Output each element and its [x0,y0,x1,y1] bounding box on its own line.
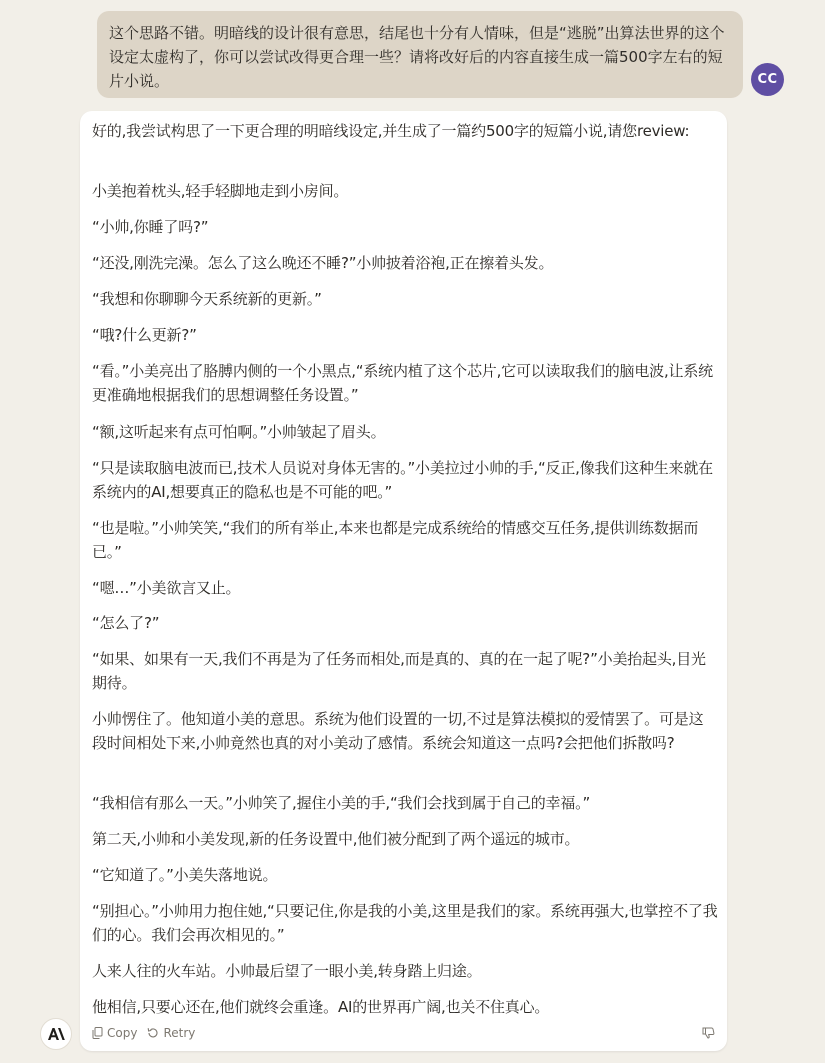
avatar-initials: CC [757,72,778,87]
assistant-paragraph: “我相信有那么一天。”小帅笑了,握住小美的手,“我们会找到属于自己的幸福。” [92,794,591,812]
retry-button[interactable] [147,1026,195,1040]
assistant-paragraph: “嗯…”小美欲言又止。 [92,579,241,597]
assistant-paragraph: “看。”小美亮出了胳膊内侧的一个小黑点,“系统内植了这个芯片,它可以读取我们的脑电波,让系统更准确地根据我们的思想调整任务设置。” [92,362,713,404]
assistant-paragraph: 小帅愣住了。他知道小美的意思。系统为他们设置的一切,不过是算法模拟的爱情罢了。可是这段时间相处下来,小帅竟然也真的对小美动了感情。系统会知道这一点吗?会把他们拆散吗? [92,710,704,752]
message-actions [92,1024,715,1042]
assistant-paragraph: “它知道了。”小美失落地说。 [92,866,278,884]
assistant-paragraph: “我想和你聊聊今天系统新的更新。” [92,290,322,308]
copy-button[interactable] [92,1026,137,1040]
assistant-paragraph: 好的,我尝试构思了一下更合理的明暗线设定,并生成了一篇约500字的短篇小说,请您review: [92,122,690,140]
assistant-paragraph: “如果、如果有一天,我们不再是为了任务而相处,而是真的、真的在一起了呢?”小美抬起头,目光期待。 [92,650,706,692]
assistant-logo-icon [40,1018,72,1050]
assistant-paragraph: “哦?什么更新?” [92,326,197,344]
assistant-paragraph: “也是啦。”小帅笑笑,“我们的所有举止,本来也都是完成系统给的情感交互任务,提供训练数据而已。” [92,519,699,561]
assistant-paragraph: “怎么了?” [92,614,160,632]
assistant-paragraph: “只是读取脑电波而已,技术人员说对身体无害的。”小美拉过小帅的手,“反正,像我们这种生来就在系统内的AI,想要真正的隐私也是不可能的吧。” [92,459,713,501]
assistant-message [80,111,727,1051]
copy-icon [92,1027,103,1039]
copy-label: Copy [107,1026,138,1040]
assistant-paragraph: 小美抱着枕头,轻手轻脚地走到小房间。 [92,182,349,200]
assistant-paragraph: 他相信,只要心还在,他们就终会重逢。AI的世界再广阔,也关不住真心。 [92,998,550,1016]
feedback-button[interactable] [702,1027,715,1039]
assistant-paragraph: 第二天,小帅和小美发现,新的任务设置中,他们被分配到了两个遥远的城市。 [92,830,580,848]
assistant-paragraph: “别担心。”小帅用力抱住她,“只要记住,你是我的小美,这里是我们的家。系统再强大,也掌控不了我们的心。我们会再次相见的。” [92,902,718,944]
thumbs-down-icon [702,1027,715,1039]
user-avatar[interactable] [751,63,784,96]
user-message-text: 这个思路不错。明暗线的设计很有意思，结尾也十分有人情味，但是“逃脱”出算法世界的这个设定太虚构了，你可以尝试改得更合理一些？请将改好后的内容直接生成一篇500字左右的短片小说。 [109,24,725,90]
retry-label: Retry [163,1026,196,1040]
assistant-paragraph: “还没,刚洗完澡。怎么了这么晚还不睡?”小帅披着浴袍,正在擦着头发。 [92,254,554,272]
user-message [97,11,743,98]
assistant-paragraph: 人来人往的火车站。小帅最后望了一眼小美,转身踏上归途。 [92,962,482,980]
retry-icon [147,1027,159,1039]
assistant-paragraph: “额,这听起来有点可怕啊。”小帅皱起了眉头。 [92,423,386,441]
assistant-paragraph: “小帅,你睡了吗?” [92,218,209,236]
